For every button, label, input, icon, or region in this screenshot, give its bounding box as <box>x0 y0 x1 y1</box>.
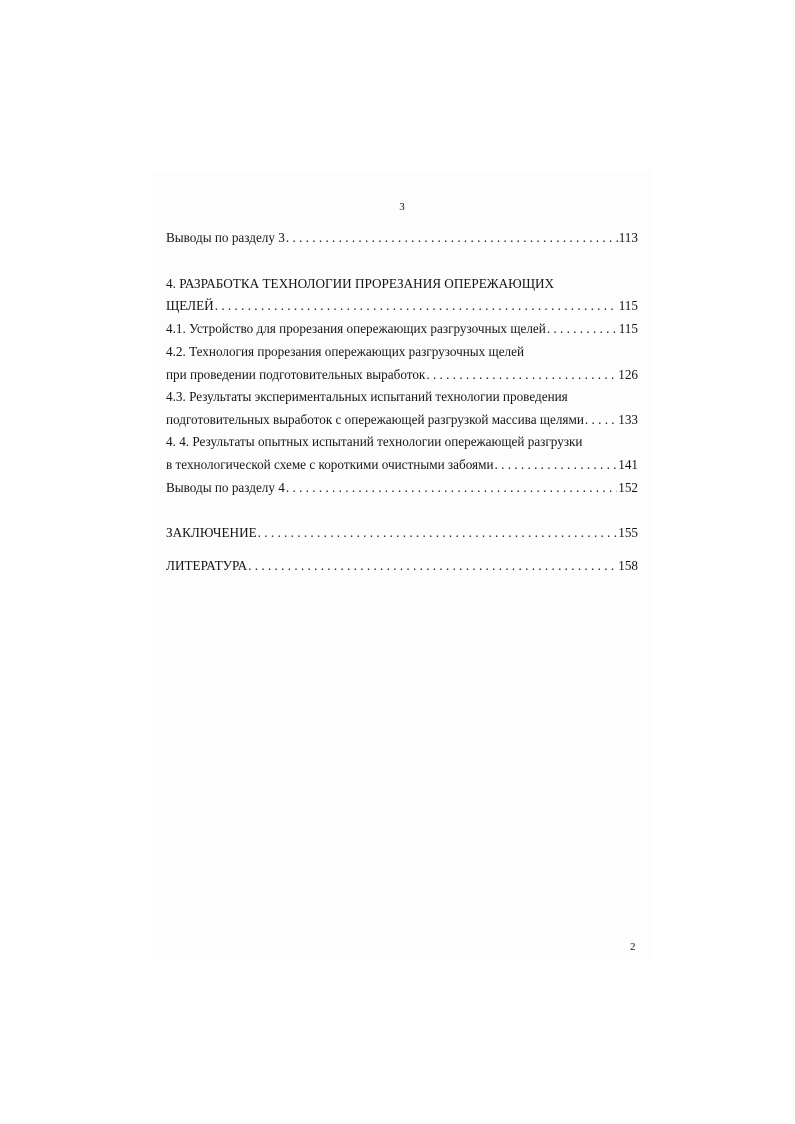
toc-entry-text: подготовительных выработок с опережающей разгрузкой массива щелями <box>166 412 584 427</box>
dot-leader <box>258 523 618 543</box>
toc-entry-text: 4.1. Устройство для прорезания опережающих разгрузочных щелей <box>166 321 546 336</box>
toc-entry-text: Выводы по разделу 4 <box>166 480 285 495</box>
toc-entry-4-3-title: 4.3. Результаты экспериментальных испытаний технологии проведения <box>166 389 568 404</box>
toc-entry-text: Выводы по разделу 3 <box>166 230 285 245</box>
toc-entry-page: 115 <box>618 321 638 336</box>
toc-entry-page: 141 <box>618 457 638 472</box>
page-number-bottom: 2 <box>630 941 636 953</box>
toc-entry-page: 115 <box>618 298 638 313</box>
toc-entry-literature <box>166 556 638 576</box>
toc-section4-heading: 4. РАЗРАБОТКА ТЕХНОЛОГИИ ПРОРЕЗАНИЯ ОПЕРЕЖАЮЩИХ <box>166 276 555 291</box>
toc-entry-4-2-title: 4.2. Технология прорезания опережающих разгрузочных щелей <box>166 344 525 359</box>
dot-leader <box>495 455 618 475</box>
toc-entry-4-2 <box>166 365 638 385</box>
dot-leader <box>215 296 618 316</box>
toc-section4-heading-cont <box>166 296 638 316</box>
dot-leader <box>426 365 617 385</box>
toc-entry-conclusions-4 <box>166 478 638 498</box>
dot-leader <box>286 228 618 248</box>
toc-entry-page: 126 <box>618 367 638 382</box>
toc-entry-page: 133 <box>618 412 638 427</box>
toc-entry-4-1 <box>166 319 638 339</box>
toc-entry-4-3 <box>166 410 638 430</box>
dot-leader <box>286 478 617 498</box>
page-number-top: 3 <box>399 201 405 213</box>
toc-entry-conclusions-3 <box>166 228 638 248</box>
toc-entry-4-4 <box>166 455 638 475</box>
toc-entry-text: ЩЕЛЕЙ <box>166 298 214 313</box>
dot-leader <box>248 556 617 576</box>
dot-leader <box>547 319 618 339</box>
toc-entry-page: 113 <box>618 230 638 245</box>
toc-entry-page: 158 <box>618 558 638 573</box>
dot-leader <box>585 410 617 430</box>
toc-entry-text: в технологической схеме с короткими очистными забоями <box>166 457 494 472</box>
toc-entry-conclusion <box>166 523 638 543</box>
toc-entry-page: 152 <box>618 480 638 495</box>
toc-entry-text: при проведении подготовительных выработок <box>166 367 426 382</box>
toc-entry-4-4-title: 4. 4. Результаты опытных испытаний технологии опережающей разгрузки <box>166 434 583 449</box>
toc-entry-page: 155 <box>618 525 638 540</box>
toc-entry-text: ЛИТЕРАТУРА <box>166 558 248 573</box>
toc-entry-text: ЗАКЛЮЧЕНИЕ <box>166 525 257 540</box>
